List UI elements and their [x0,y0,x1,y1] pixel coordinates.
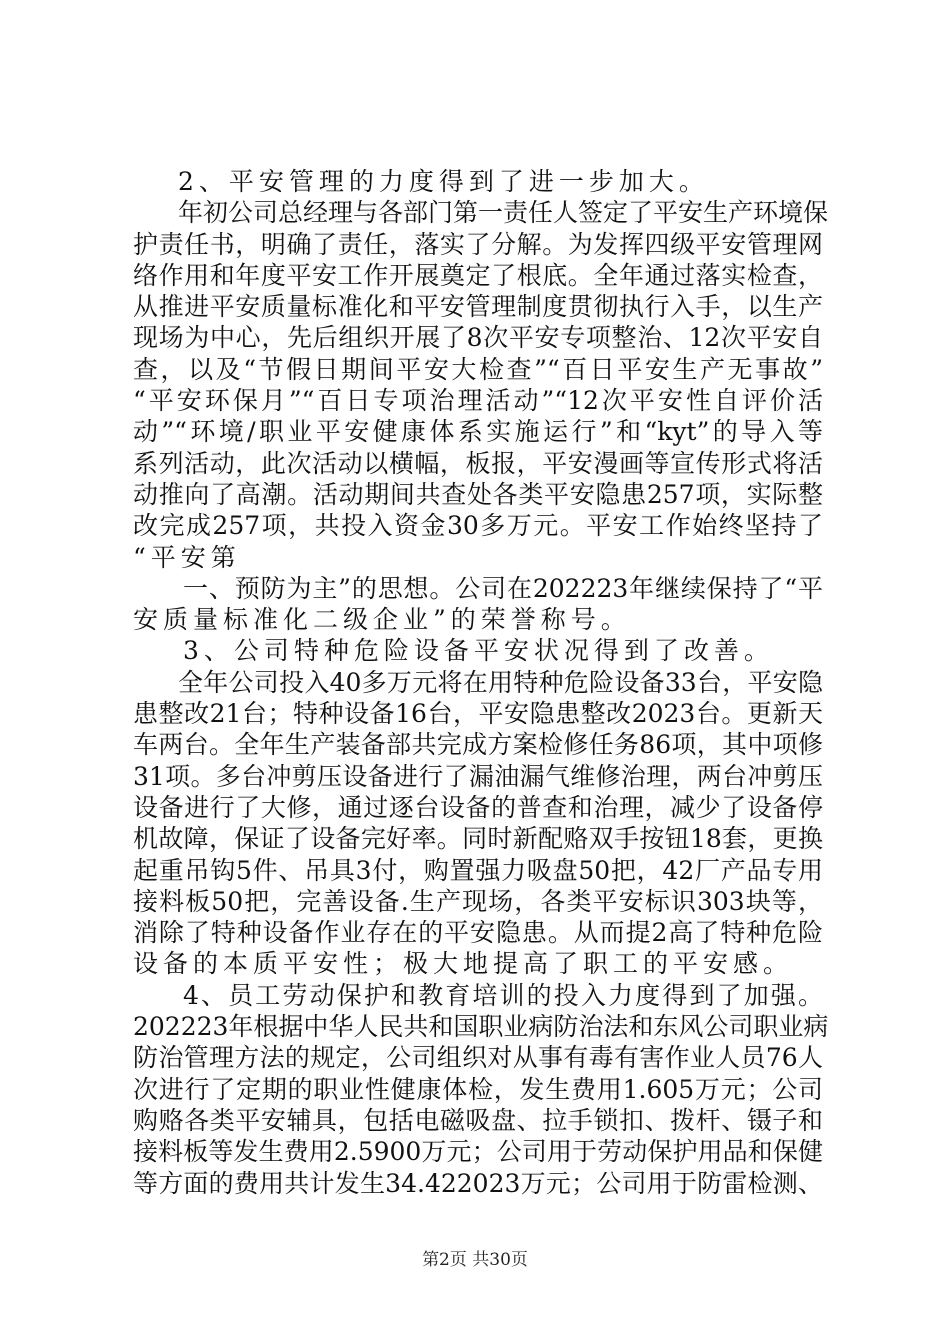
text-line: 患整改21台；特种设备16台，平安隐患整改2023台。更新天 [133,699,823,729]
text-line: 系列活动，此次活动以横幅，板报，平安漫画等宣传形式将活 [133,448,823,478]
text-line: 全年公司投入40多万元将在用特种危险设备33台，平安隐 [178,667,823,697]
text-line: 车两台。全年生产装备部共完成方案检修任务86项，其中项修 [133,730,823,760]
text-line: 查，以及“节假日期间平安大检查”“百日平安生产无事故” [133,354,823,384]
text-line: 安质量标准化二级企业”的荣誉称号。 [133,605,631,635]
text-line: 改完成257项，共投入资金30多万元。平安工作始终坚持了 [133,511,823,541]
text-line: 接料板50把，完善设备.生产现场，各类平安标识303块等， [133,886,823,916]
text-line: 消除了特种设备作业存在的平安隐患。从而提2高了特种危险 [133,918,823,948]
text-line: 护责任书，明确了责任，落实了分解。为发挥四级平安管理网 [133,229,823,259]
text-line: 购赂各类平安辅具，包括电磁吸盘、拉手锁扣、拨杆、镊子和 [133,1105,823,1135]
text-line: 防治管理方法的规定，公司组织对从事有毒有害作业人员76人 [133,1043,823,1073]
page-footer: 第2页 共30页 [422,1250,528,1270]
text-line: 202223年根据中华人民共和国职业病防治法和东风公司职业病 [133,1012,829,1042]
text-line: “平安第 [133,542,241,572]
text-line: 一、预防为主”的思想。公司在202223年继续保持了“平 [183,573,823,603]
text-line: “平安环保月”“百日专项治理活动”“12次平安性自评价活 [133,386,823,416]
text-line: 从推进平安质量标准化和平安管理制度贯彻执行入手，以生产 [133,292,823,322]
text-line: 次进行了定期的职业性健康体检，发生费用1.605万元；公司 [133,1074,823,1104]
text-line: 现场为中心，先后组织开展了8次平安专项整治、12次平安自 [133,323,823,353]
text-line: 接料板等发生费用2.5900万元；公司用于劳动保护用品和保健 [133,1137,823,1167]
text-line: 4、员工劳动保护和教育培训的投入力度得到了加强。 [183,980,823,1010]
text-line: 机故障，保证了设备完好率。同时新配赂双手按钮18套，更换 [133,824,823,854]
text-line: 络作用和年度平安工作开展奠定了根底。全年通过落实检查， [133,260,823,290]
text-line: 设备进行了大修，通过逐台设备的普查和治理，减少了设备停 [133,792,823,822]
text-line: 起重吊钩5件、吊具3付，购置强力吸盘50把，42厂产品专用 [133,855,823,885]
text-line: 31项。多台冲剪压设备进行了漏油漏气维修治理，两台冲剪压 [133,761,823,791]
text-line: 设备的本质平安性；极大地提高了职工的平安感。 [133,949,794,979]
text-line: 2、平安管理的力度得到了进一步加大。 [178,167,709,196]
text-line: 年初公司总经理与各部门第一责任人签定了平安生产环境保 [178,198,829,228]
document-body [133,166,829,1199]
text-line: 动”“环境/职业平安健康体系实施运行”和“kyt”的导入等 [133,417,823,447]
text-line: 等方面的费用共计发生34.422023万元；公司用于防雷检测、 [133,1168,823,1198]
text-line: 动推向了高潮。活动期间共查处各类平安隐患257项，实际整 [133,479,823,509]
text-line: 3、公司特种危险设备平安状况得到了改善。 [183,636,774,666]
